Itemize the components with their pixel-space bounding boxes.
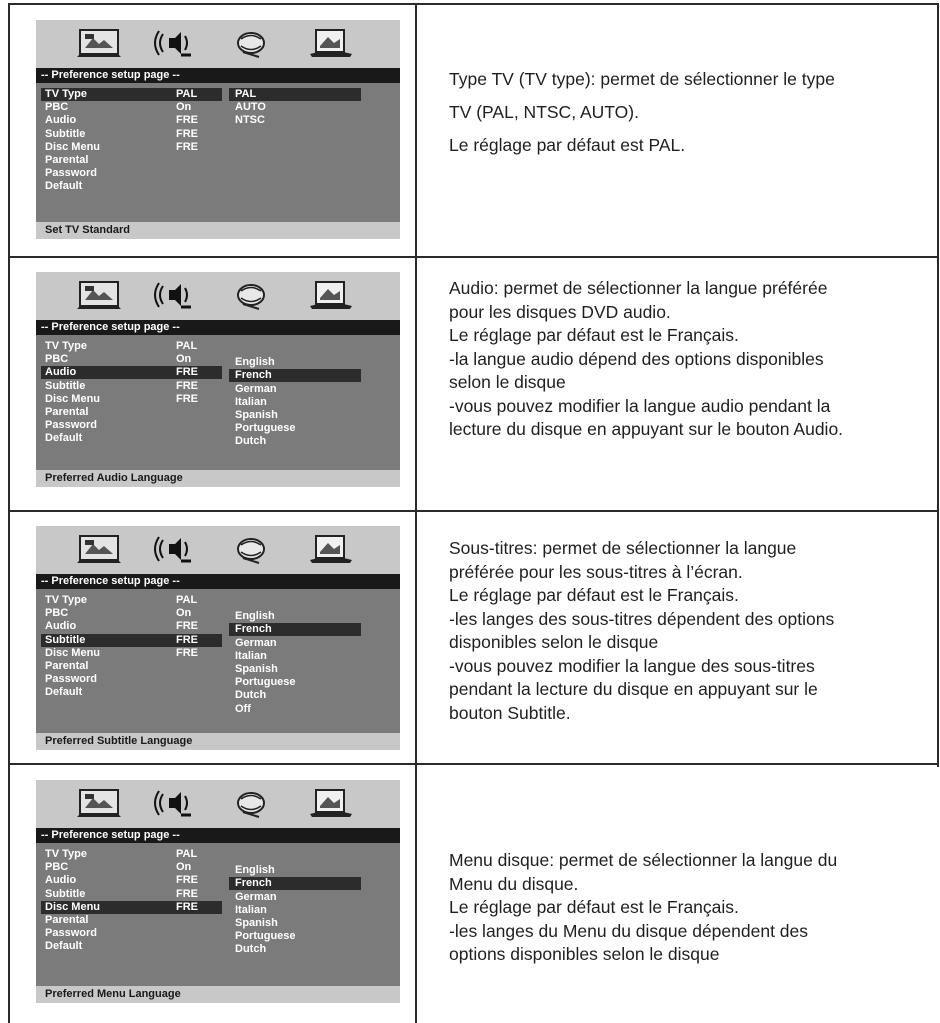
osd-menu-item-label: Disc Menu [45,646,101,659]
osd-menu-item-value: FRE [176,620,198,633]
osd-menu-item-value: PAL [176,88,198,100]
description-line: Type TV (TV type): permet de sélectionner le type [449,69,835,89]
osd-menu-item-value: FRE [176,646,198,659]
osd-option[interactable]: Portuguese [235,676,296,689]
video-icon[interactable] [229,280,275,310]
table-column-divider [415,3,417,1023]
description-line: disponibles selon le disque [449,632,659,652]
table-divider [8,510,939,512]
osd-menu-item-value: PAL [176,340,198,352]
preference-icon[interactable] [306,788,356,818]
osd-menu-item-label: Subtitle [45,127,86,140]
osd-option[interactable]: Spanish [235,663,278,675]
osd-menu-item-value: FRE [176,140,198,153]
language-icon[interactable] [76,788,122,818]
osd-option[interactable]: German [235,636,277,649]
description-line: selon le disque [449,372,566,392]
table-divider [8,763,939,765]
osd-menu-item-label: Parental [45,154,89,166]
osd-menu-item-label: PBC [45,861,69,874]
description-line: lecture du disque en appuyant sur le bouton Audio. [449,419,844,439]
description-line: Audio: permet de sélectionner la langue préférée [449,278,828,298]
osd-menu-item-value: On [176,861,192,874]
osd-menu-item-label: Default [45,940,83,953]
osd-option[interactable]: AUTO [235,101,266,114]
osd-option[interactable]: French [229,369,361,382]
osd-menu-item-label: Parental [45,406,89,418]
table-divider [8,256,939,258]
description-line: options disponibles selon le disque [449,944,720,964]
description-line: TV (PAL, NTSC, AUTO). [449,102,639,122]
osd-menu-item-label: Password [45,673,97,686]
osd-menu-item-label: Default [45,180,83,193]
description-line: Le réglage par défaut est le Français. [449,325,739,345]
osd-menu-item-label: Default [45,686,83,699]
osd-menu-item-label: Audio [45,114,77,127]
osd-option[interactable]: English [235,356,275,369]
osd-menu-item-value: FRE [176,633,198,646]
osd-option[interactable]: Portuguese [235,930,296,943]
osd-status-bar: Preferred Menu Language [36,986,400,1003]
osd-icon-bar [36,526,400,574]
osd-menu-item[interactable] [41,366,222,379]
osd-status-bar: Preferred Audio Language [36,470,400,487]
description [449,277,929,442]
description-line: -les langes du Menu du disque dépendent des [449,920,809,941]
osd-menu-item-value: FRE [176,900,198,913]
osd-option[interactable]: PAL [229,88,361,101]
osd-menu-item-label: Subtitle [45,887,86,900]
osd-menu-item-label: Parental [45,660,89,672]
description-line: Le réglage par défaut est le Français. [449,585,739,605]
osd-screen [36,526,400,750]
description-line: bouton Subtitle. [449,702,571,723]
description-line: -la langue audio dépend des options disponibles [449,348,824,369]
preference-icon[interactable] [306,28,356,58]
osd-status-bar: Preferred Subtitle Language [36,733,400,750]
osd-menu-item-label: Parental [45,914,89,926]
preference-icon[interactable] [306,534,356,564]
osd-menu-item-label: TV Type [45,340,87,352]
osd-menu-item-label: Disc Menu [45,140,101,153]
osd-menu-item-label: TV Type [45,848,87,860]
video-icon[interactable] [229,788,275,818]
osd-option[interactable]: English [235,864,275,877]
osd-option[interactable]: Dutch [235,435,267,448]
description-line: -les langes des sous-titres dépendent des options [449,608,835,629]
osd-menu-item-label: Disc Menu [45,900,101,913]
description-line: préférée pour les sous-titres à l’écran. [449,561,743,582]
language-icon[interactable] [76,534,122,564]
audio-icon[interactable] [151,280,197,310]
table-border-right [937,3,939,767]
osd-option[interactable]: Spanish [235,917,278,929]
osd-screen [36,780,400,1003]
table-border-top [8,3,939,5]
osd-screen [36,272,400,487]
osd-menu-item-label: Default [45,432,83,445]
osd-menu-item-label: Audio [45,874,77,887]
osd-menu-item-label: PBC [45,353,69,366]
osd-page-title: -- Preference setup page -- [36,828,400,843]
video-icon[interactable] [229,534,275,564]
osd-menu-item-label: Subtitle [45,379,86,392]
audio-icon[interactable] [151,534,197,564]
description [449,849,929,967]
osd-menu-item-value: FRE [176,379,198,392]
osd-menu-item-label: Audio [45,366,77,379]
osd-menu-item-value: FRE [176,127,198,140]
osd-menu-item-label: Password [45,927,97,940]
osd-option[interactable]: French [229,877,361,890]
description-line: pendant la lecture du disque en appuyant sur le [449,679,818,699]
audio-icon[interactable] [151,28,197,58]
osd-menu-item-label: PBC [45,101,69,114]
osd-menu-item-label: PBC [45,607,69,620]
osd-menu-item-label: Audio [45,620,77,633]
description-line: Sous-titres: permet de sélectionner la langue [449,538,797,558]
osd-menu-item-value: FRE [176,114,198,127]
osd-icon-bar [36,272,400,320]
osd-option[interactable]: Off [235,702,251,715]
osd-menu-item-value: FRE [176,887,198,900]
osd-option[interactable]: Italian [235,395,267,408]
osd-icon-bar [36,780,400,828]
table-border-left [8,3,10,1023]
osd-menu-item-value: PAL [176,594,198,606]
description-line: -vous pouvez modifier la langue audio pendant la [449,395,831,416]
osd-menu-item-value: On [176,607,192,620]
description-line: -vous pouvez modifier la langue des sous-titres [449,655,815,676]
osd-menu-item-value: FRE [176,392,198,405]
description-line: Le réglage par défaut est PAL. [449,135,686,155]
osd-icon-bar [36,20,400,68]
osd-option[interactable]: NTSC [235,114,265,127]
osd-menu-item-label: Password [45,167,97,180]
osd-menu-item-label: Password [45,419,97,432]
osd-option[interactable]: Spanish [235,409,278,421]
osd-option[interactable]: Dutch [235,689,267,702]
osd-menu-item-value: PAL [176,848,198,860]
osd-menu-item-label: Subtitle [45,633,86,646]
osd-menu-item-label: TV Type [45,594,87,606]
osd-option[interactable]: German [235,890,277,903]
video-icon[interactable] [229,28,275,58]
osd-option[interactable]: English [235,610,275,623]
description-line: pour les disques DVD audio. [449,301,671,322]
description-line: Menu du disque. [449,873,579,894]
description [449,63,929,162]
osd-option[interactable]: Italian [235,903,267,916]
osd-menu-item[interactable] [41,88,222,101]
osd-menu-item-value: FRE [176,366,198,379]
osd-menu-item-value: FRE [176,874,198,887]
osd-page-title: -- Preference setup page -- [36,68,400,83]
osd-page-title: -- Preference setup page -- [36,574,400,589]
osd-screen [36,20,400,239]
description-line: Le réglage par défaut est le Français. [449,897,739,917]
osd-option[interactable]: Dutch [235,943,267,956]
language-icon[interactable] [76,28,122,58]
osd-menu-item-label: Disc Menu [45,392,101,405]
language-icon[interactable] [76,280,122,310]
osd-status-bar: Set TV Standard [36,222,400,239]
osd-page-title: -- Preference setup page -- [36,320,400,335]
osd-menu-item-value: On [176,353,192,366]
osd-option[interactable]: German [235,382,277,395]
audio-icon[interactable] [151,788,197,818]
preference-icon[interactable] [306,280,356,310]
osd-menu-item-value: On [176,101,192,114]
osd-menu-item[interactable] [41,901,222,914]
osd-option[interactable]: Italian [235,649,267,662]
description-line: Menu disque: permet de sélectionner la langue du [449,850,838,870]
osd-menu-item-label: TV Type [45,88,87,100]
osd-option[interactable]: French [229,623,361,636]
description [449,537,929,725]
osd-option[interactable]: Portuguese [235,422,296,435]
osd-menu-item[interactable] [41,634,222,647]
